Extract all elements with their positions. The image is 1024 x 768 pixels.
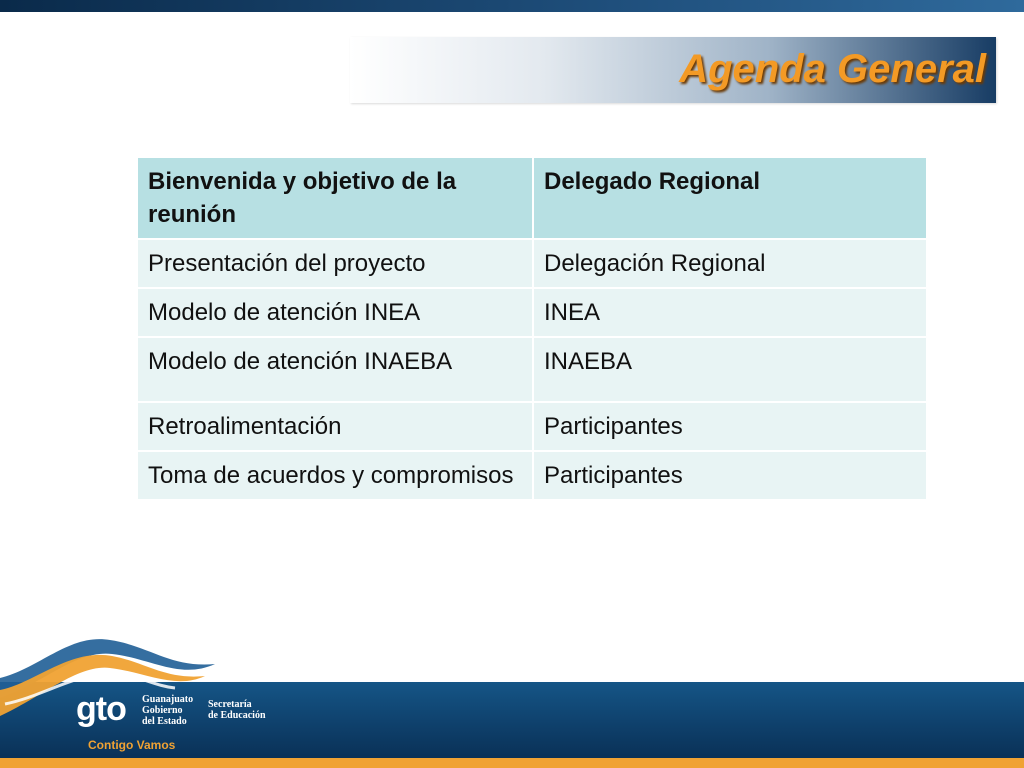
- table-cell-activity: Bienvenida y objetivo de la reunión: [138, 158, 532, 238]
- government-line: Guanajuato: [142, 694, 194, 705]
- top-bar: [0, 0, 1024, 12]
- table-row: [138, 240, 926, 287]
- table-header-row: [138, 158, 926, 238]
- table-cell-responsible: INAEBA: [534, 338, 926, 401]
- government-label: [142, 694, 193, 727]
- slogan: Contigo Vamos: [88, 738, 176, 752]
- title-banner: [350, 37, 996, 103]
- table-row: [138, 403, 926, 450]
- table-cell-activity: Modelo de atención INEA: [138, 289, 532, 336]
- table-cell-responsible: Delegación Regional: [534, 240, 926, 287]
- table-cell-activity: Toma de acuerdos y compromisos: [138, 452, 532, 499]
- government-line: del Estado: [142, 716, 187, 727]
- table-row: [138, 289, 926, 336]
- table-cell-activity: Presentación del proyecto: [138, 240, 532, 287]
- table-cell-responsible: Participantes: [534, 452, 926, 499]
- table-cell-responsible: Participantes: [534, 403, 926, 450]
- table-cell-responsible: Delegado Regional: [534, 158, 926, 238]
- secretariat-label: [208, 699, 266, 721]
- secretariat-line: de Educación: [208, 710, 266, 721]
- agenda-table: [136, 156, 928, 501]
- secretariat-line: Secretaría: [208, 699, 252, 710]
- table-row: [138, 452, 926, 499]
- table-cell-activity: Modelo de atención INAEBA: [138, 338, 532, 401]
- government-line: Gobierno: [142, 705, 183, 716]
- table-cell-activity: Retroalimentación: [138, 403, 532, 450]
- table-row: [138, 338, 926, 401]
- gto-logo: gto: [76, 690, 126, 728]
- footer-accent-stripe: [0, 758, 1024, 768]
- table-cell-responsible: INEA: [534, 289, 926, 336]
- slide-title: Agenda General: [679, 47, 986, 91]
